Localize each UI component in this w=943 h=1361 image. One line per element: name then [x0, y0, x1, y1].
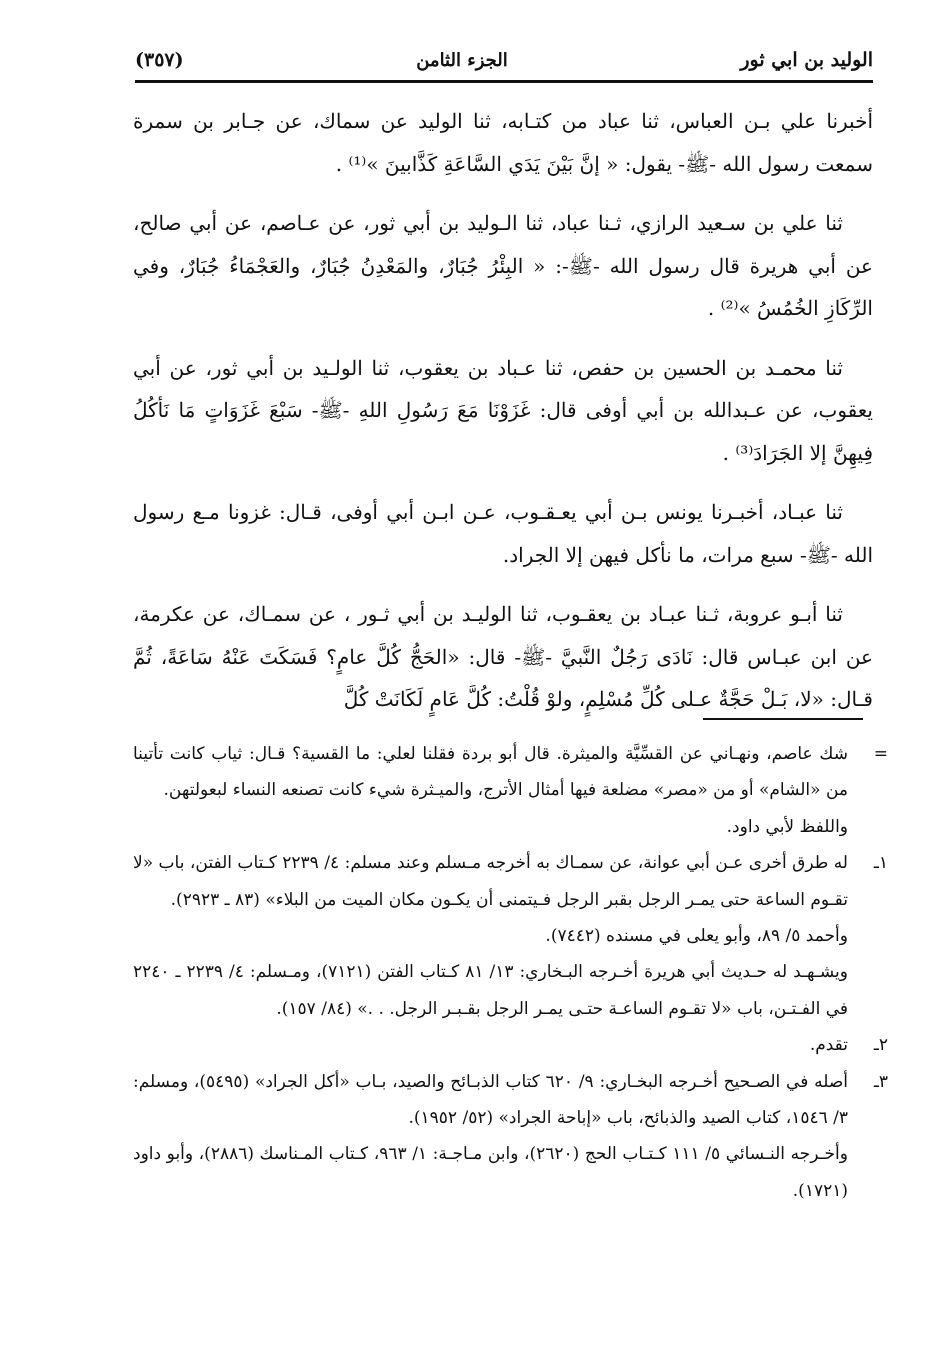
footnote-continued: [133, 736, 888, 845]
page-number: (٣٥٧): [135, 49, 184, 71]
hadith-paragraph-2: ثنا علي بن سـعيد الرازي، ثـنا عباد، ثنا الـوليد بن أبي ثور، عن عـاصم، عن أبي صالح، عن أبي هريرة قال رسول الله -ﷺ-: « البِئْرُ جُبَارٌ، والمَعْدِنُ جُبَارٌ، والعَجْمَاءُ جُبَارٌ، وفي الرِّكَازِ الخُمُسُ »⁽²⁾ .: [133, 211, 873, 320]
hadith-paragraph-3: ثنا محمـد بن الحسين بن حفص، ثنا عـباد بن يعقوب، ثنا الولـيد بن أبي ثور، عن أبي يعقوب، عن عـبدالله بن أبي أوفى قال: غَزَوْنَا مَعَ رَسُولِ اللهِ -ﷺ- سَبْعَ غَزَوَاتٍ مَا نَأكُلُ فِيهِنَّ إلا الجَرَادَ⁽³⁾ .: [133, 355, 873, 465]
hadith-paragraph-1: أخبرنا علي بـن العباس، ثنا عباد من كتـابه، ثنا الوليد عن سماك، عن جـابر بن سمرة سمعت رسول الله -ﷺ- يقول: « إنَّ بَيْنَ يَدَي السَّاعَةِ كَذَّابينَ »⁽¹⁾ .: [133, 109, 873, 176]
footnote-line: تقدم.: [809, 1035, 848, 1056]
footnote-1: [133, 845, 888, 1027]
running-header: [135, 40, 873, 83]
footnote-line: أصله في الصـحيح أخـرجه البخـاري: ٩/ ٦٢٠ كتاب الذبـائح والصيد، بـاب «أكل الجراد» (٥٤٩٥)، ومسلم: ٣/ ١٥٤٦، كتاب الصيد والذبائح، باب «إباحة الجراد» (٥٢/ ١٩٥٢).: [133, 1071, 848, 1129]
footnote-2: [133, 1027, 888, 1063]
footnote-line: شك عاصم، ونهـاني عن القسِّيَّة والميثرة. قال أبو بردة فقلنا لعلي: ما القسية؟ قـال: ثياب كانت تأتينا من «الشام» أو من «مصر» مضلعة فيها أمثال الأترج، والميـثرة شيء كانت تصنعه النساء لبعولتهن.: [133, 744, 848, 801]
hadith-paragraph-4: ثنا عبـاد، أخبـرنا يونس بـن أبي يعـقـوب، عـن ابـن أبي أوفى، قـال: غزونا مـع رسول الله -ﷺ- سبع مرات، ما نأكل فيهن إلا الجراد.: [133, 500, 873, 567]
footnote-line: له طرق أخرى عـن أبي عوانة، عن سمـاك به أخرجه مـسلم وعند مسلم: ٤/ ٢٢٣٩ كـتاب الفتن، باب «لا تقـوم الساعة حتى يمـر الرجل بقبر الرجل فـيتمنى أن يكـون مكان الميت من البلاء» (٨٣ ـ ٢٩٢٣).: [133, 853, 848, 910]
footnote-line: وأحمد ٥/ ٨٩، وأبو يعلى في مسنده (٧٤٤٢).: [545, 926, 848, 947]
footnote-marker: ١ـ: [873, 853, 888, 874]
footnote-line: واللفظ لأبي داود.: [726, 816, 848, 837]
header-chapter-title: الوليد بن ابي ثور: [740, 49, 873, 71]
footnote-line: وأخـرجه النـسائي ٥/ ١١١ كـتـاب الحج (٢٦٢٠)، وابن مـاجـة: ١/ ٩٦٣، كـتاب المـناسك (٢٨٨٦)، وأبو داود (١٧٢١).: [133, 1144, 848, 1201]
footnote-marker: ٣ـ: [873, 1071, 888, 1092]
footnote-line: ويشـهـد له حـديث أبي هريرة أخـرجه البـخاري: ١٣/ ٨١ كـتاب الفتن (٧١٢١)، ومـسلم: ٤/ ٢٢٣٩ ـ ٢٢٤٠ في الفـتـن، باب «لا تقـوم الساعـة حتـى يمـر الرجل بقـبـر الرجل. . .» (٨٤/ ١٥٧).: [133, 962, 848, 1019]
footnote-separator: [703, 718, 863, 720]
footnote-marker: ٢ـ: [873, 1035, 888, 1056]
footnotes: [133, 736, 888, 1209]
footnote-marker: =: [873, 744, 888, 764]
footnote-3: [133, 1064, 888, 1210]
hadith-paragraph-5: ثنا أبـو عروبة، ثـنا عبـاد بن يعقـوب، ثنا الوليـد بن أبي ثـور ، عن سمـاك، عن عكرمة، عن ابن عبـاس قال: نَادَى رَجُلٌ النَّبيَّ -ﷺ- قال: «الحَجُّ كُلَّ عامٍ؟ فَسَكَتَ عَنْهُ سَاعَةً، ثُمَّ قـال: «لا، بَـلْ حَجَّةٌ عـلى كُلِّ مُسْلِمٍ، ولوْ قُلْتُ: كُلَّ عَامٍ لَكَانَتْ كُلَّ: [133, 602, 873, 711]
header-volume: الجزء الثامن: [416, 49, 508, 71]
main-text: [133, 100, 873, 738]
